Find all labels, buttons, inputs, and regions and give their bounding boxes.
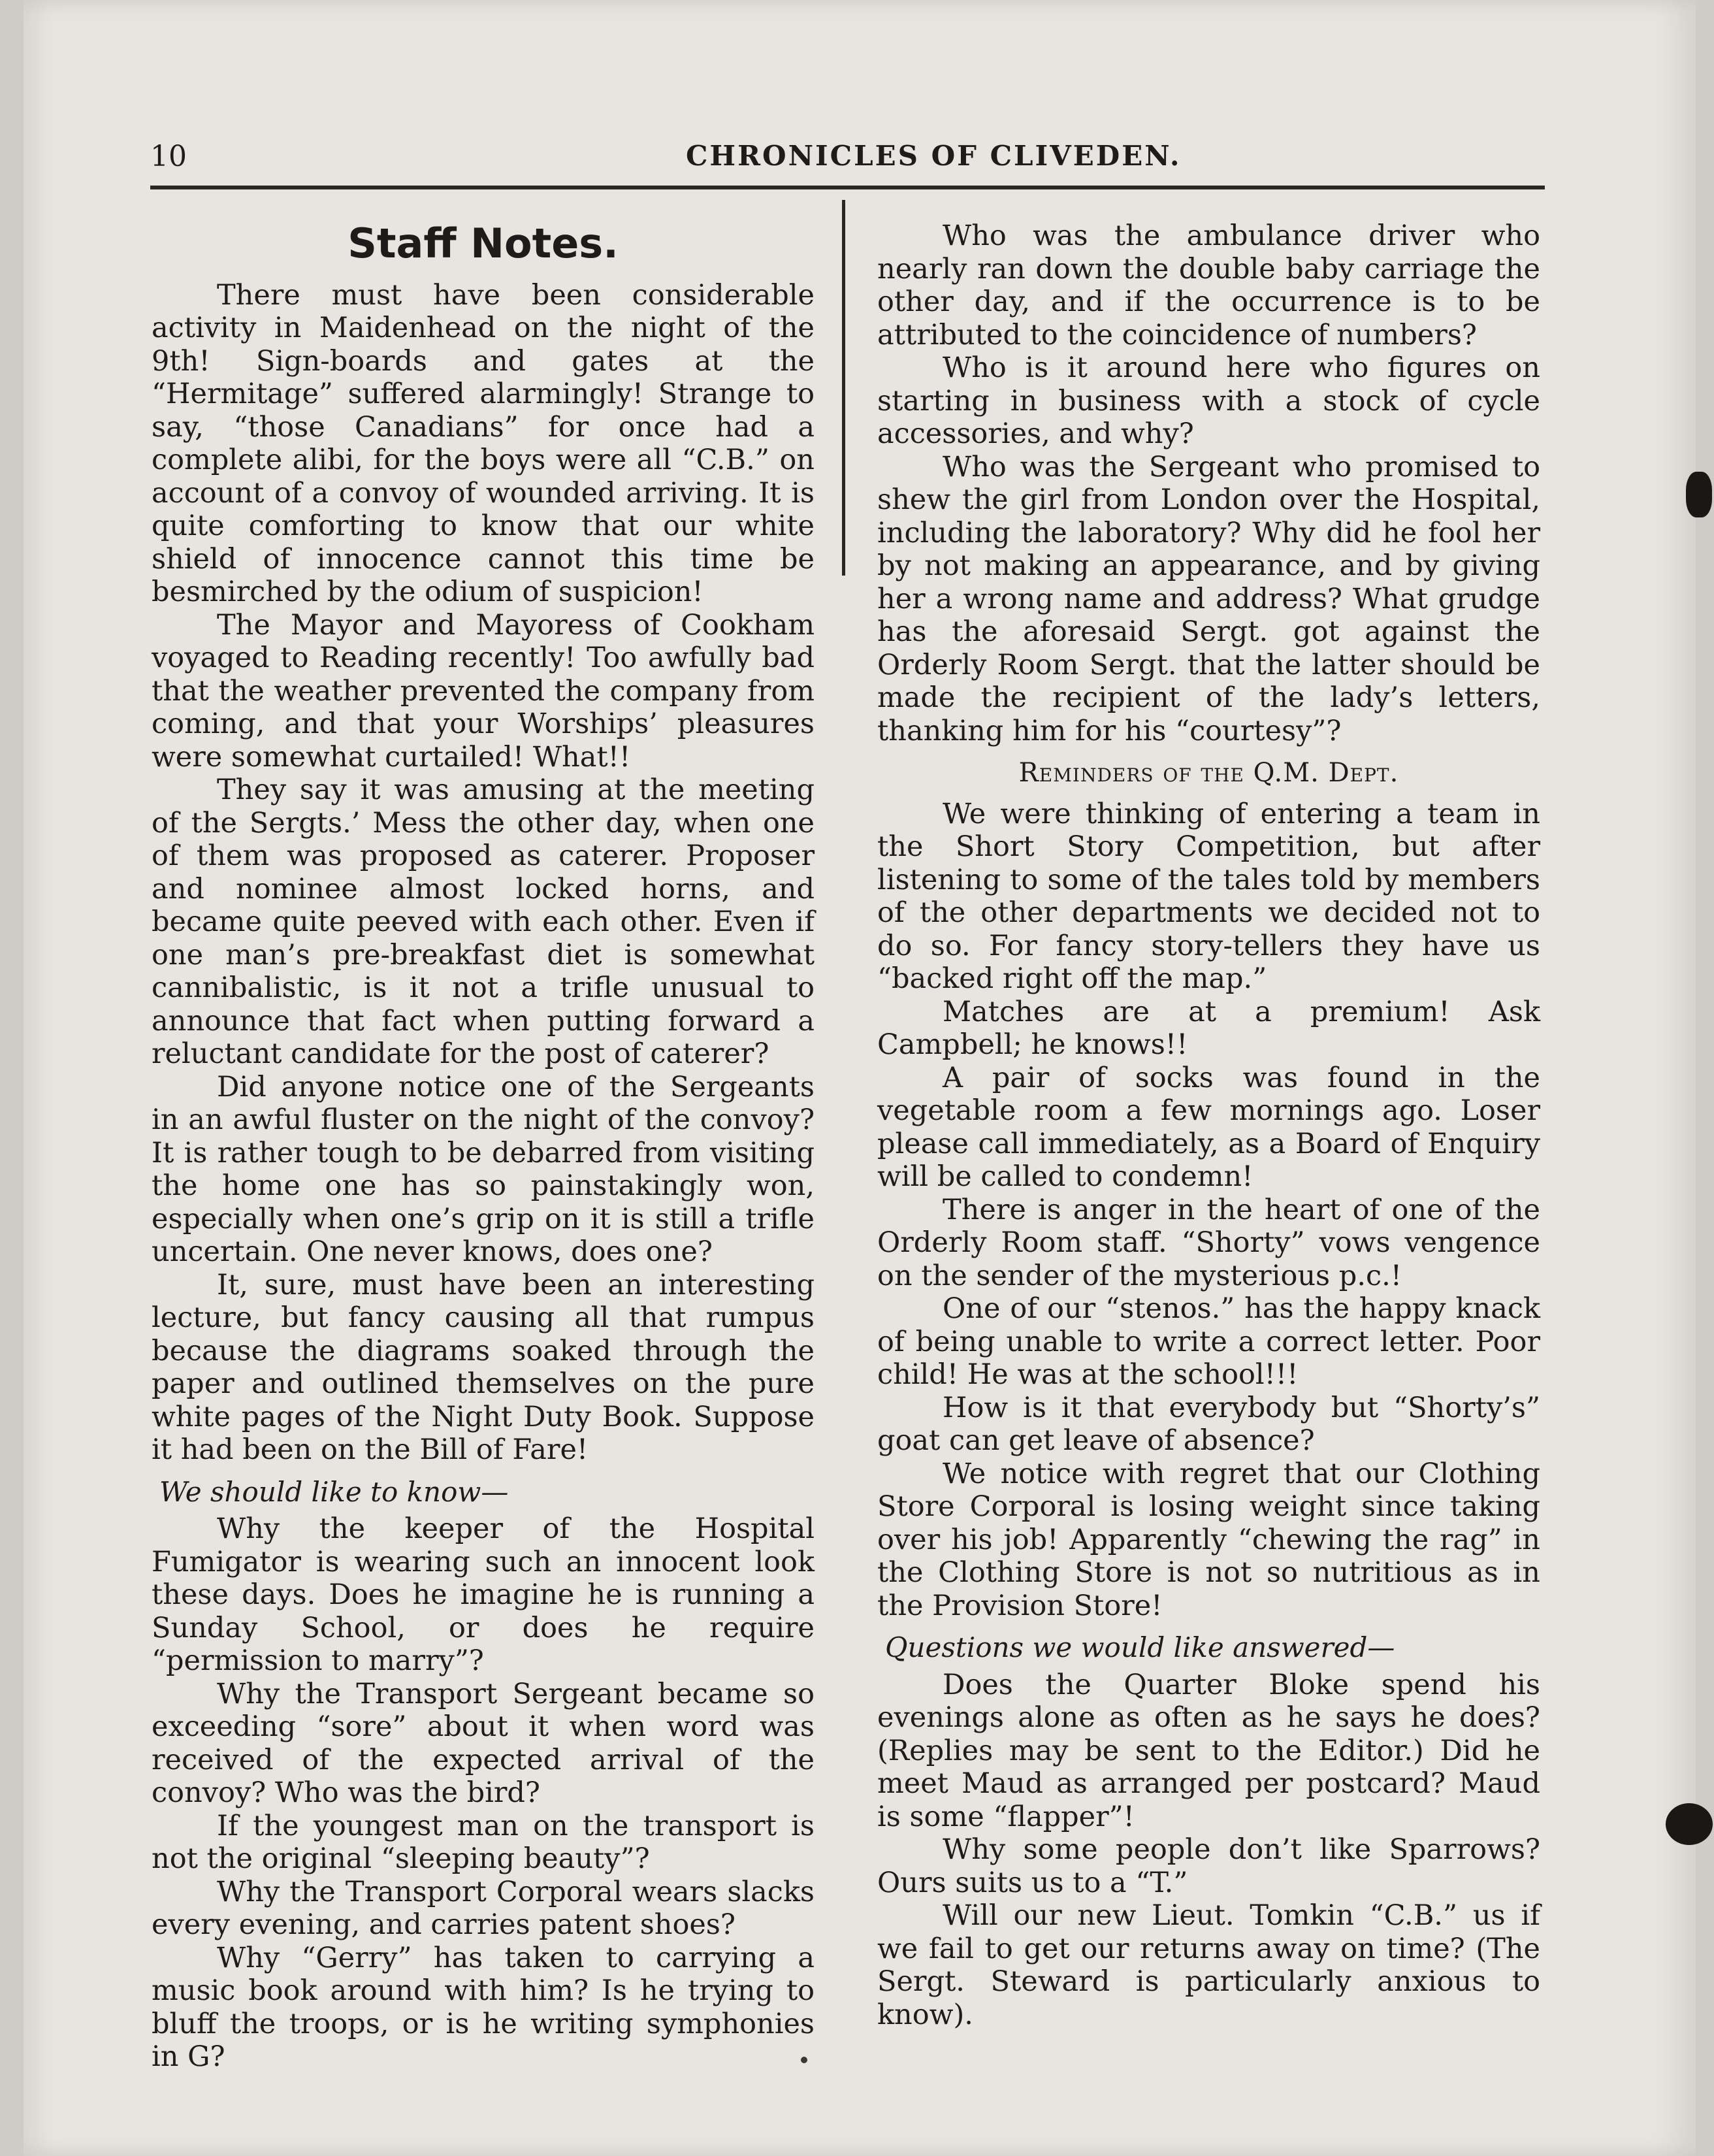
page-header [124, 131, 1528, 183]
question: Why “Gerry” has taken to carrying a music book around with him? Is he trying to bluff the troops, or is he writing symphonies in G? [152, 1941, 815, 2073]
question: If the youngest man on the transport is not the original “sleeping beauty”? [152, 1809, 815, 1875]
right-column [877, 220, 1540, 2031]
paragraph: Will our new Lieut. Tomkin “C.B.” us if we fail to get our returns away on time? (The Sergt. Steward is particularly anxious to know). [877, 1899, 1540, 2031]
paragraph: One of our “stenos.” has the happy knack of being unable to write a correct letter. Poor child! He was at the school!!! [877, 1292, 1540, 1391]
question: Why the Transport Sergeant became so exceeding “sore” about it when word was received of the expected arrival of the convoy? Who was the bird? [152, 1677, 815, 1809]
paragraph: Who was the ambulance driver who nearly ran down the double baby carriage the other day, and if the occurrence is to be attributed to the coincidence of numbers? [877, 220, 1540, 351]
subheading: Reminders of the Q.M. Dept. [1018, 758, 1399, 788]
journal-title: CHRONICLES OF CLIVEDEN. [686, 140, 1182, 172]
paragraph: Who is it around here who figures on starting in business with a stock of cycle accessories, and why? [877, 351, 1540, 450]
paragraph: It, sure, must have been an interesting lecture, but fancy causing all that rumpus because the diagrams soaked through the paper and outlined themselves on the pure white pages of the Night Duty Book. Suppose it had been on the Bill of Fare! [152, 1268, 815, 1466]
section-title: Staff Notes. [348, 220, 619, 267]
left-column [152, 209, 815, 2074]
paragraph: Why some people don’t like Sparrows? Ours suits us to a “T.” [877, 1833, 1540, 1899]
question: Why the Transport Corporal wears slacks every evening, and carries patent shoes? [152, 1875, 815, 1941]
paragraph: How is it that everybody but “Shorty’s” goat can get leave of absence? [877, 1391, 1540, 1457]
paragraph: Does the Quarter Bloke spend his evenings alone as often as he says he does? (Replies may be sent to the Editor.) Did he meet Maud as arranged per postcard? Maud is some “flapper”! [877, 1668, 1540, 1833]
paragraph: There is anger in the heart of one of the Orderly Room staff. “Shorty” vows vengence on the sender of the mysterious p.c.! [877, 1193, 1540, 1292]
column-divider [842, 200, 845, 576]
binding-hole [1666, 1803, 1713, 1845]
paragraph: There must have been considerable activity in Maidenhead on the night of the 9th! Sign-boards and gates at the “Hermitage” suffered alarmingly! Strange to say, “those Canadians” for once had a complete alibi, for the boys were all “C.B.” on account of a convoy of wounded arriving. It is quite comforting to know that our white shield of innocence cannot this time be besmirched by the odium of suspicion! [152, 278, 815, 608]
paragraph: We were thinking of entering a team in the Short Story Competition, but after listening to some of the tales told by members of the other departments we decided not to do so. For fancy story-tellers they have us “backed right off the map.” [877, 797, 1540, 995]
paragraph: They say it was amusing at the meeting of the Sergts.’ Mess the other day, when one of them was proposed as caterer. Proposer and nominee almost locked horns, and became quite peeved with each other. Even if one man’s pre-breakfast diet is somewhat cannibalistic, is it not a trifle unusual to announce that fact when putting forward a reluctant candidate for the post of caterer? [152, 774, 815, 1070]
paragraph: A pair of socks was found in the vegetable room a few mornings ago. Loser please call immediately, as a Board of Enquiry will be called to condemn! [877, 1061, 1540, 1193]
ink-dot [801, 2057, 807, 2063]
question: Why the keeper of the Hospital Fumigator is wearing such an innocent look these days. Does he imagine he is running a Sunday School, or does he require “permission to marry”? [152, 1512, 815, 1677]
subheading: We should like to know— [159, 1475, 509, 1508]
paragraph: Matches are at a premium! Ask Campbell; he knows!! [877, 995, 1540, 1061]
paragraph: The Mayor and Mayoress of Cookham voyaged to Reading recently! Too awfully bad that the weather prevented the company from coming, and that your Worships’ pleasures were somewhat curtailed! What!! [152, 608, 815, 774]
paragraph: We notice with regret that our Clothing Store Corporal is losing weight since taking over his job! Apparently “chewing the rag” in the Clothing Store is not so nutritious as in the Provision Store! [877, 1457, 1540, 1622]
header-rule [150, 186, 1545, 189]
paragraph: Who was the Sergeant who promised to shew the girl from London over the Hospital, including the laboratory? Why did he fool her by not making an appearance, and by giving her a wrong name and address? What grudge has the aforesaid Sergt. got against the Orderly Room Sergt. that the latter should be made the recipient of the lady’s letters, thanking him for his “courtesy”? [877, 450, 1540, 747]
binding-hole [1686, 472, 1712, 517]
page [24, 0, 1696, 2156]
subheading: Questions we would like answered— [885, 1631, 1395, 1663]
page-number: 10 [150, 140, 187, 173]
paragraph: Did anyone notice one of the Sergeants in an awful fluster on the night of the convoy? It is rather tough to be debarred from visiting the home one has so painstakingly won, especially when one’s grip on it is still a trifle uncertain. One never knows, does one? [152, 1070, 815, 1268]
